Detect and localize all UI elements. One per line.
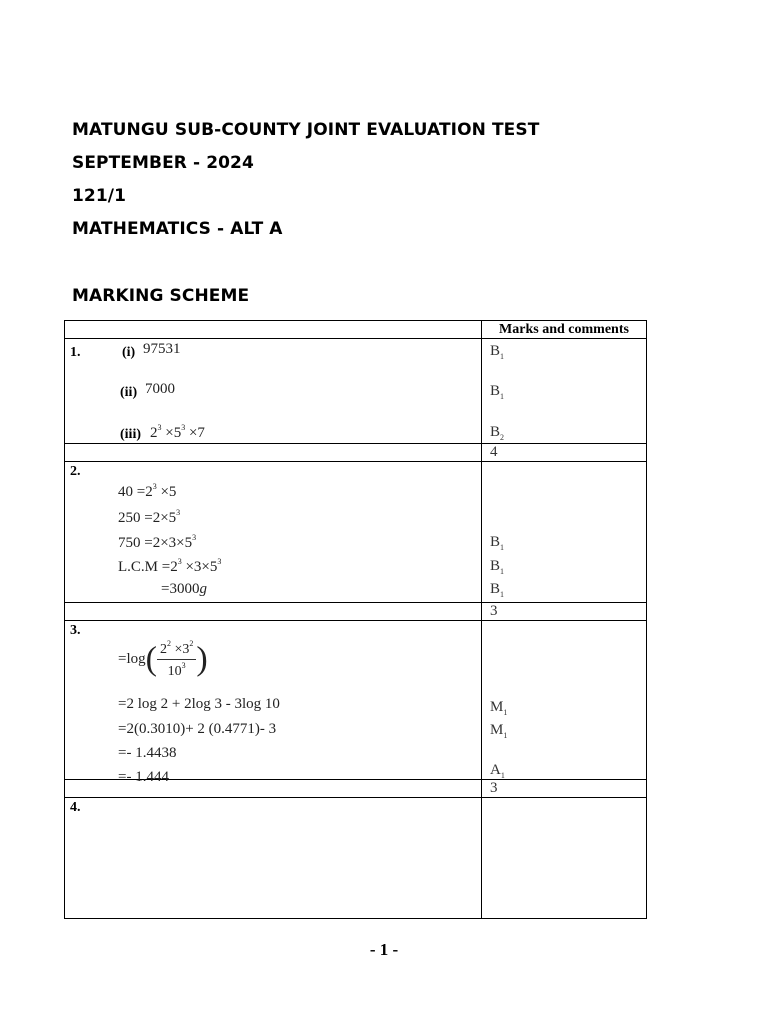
q1-mark-i: $B_1$	[489, 343, 504, 361]
q2-line-5: =3000g	[161, 581, 207, 597]
question-1-working	[65, 339, 482, 444]
question-1-number: 1.	[70, 345, 81, 360]
question-2-number: 2.	[70, 464, 81, 479]
q3-mark-2: $M_1$	[489, 722, 508, 740]
q3-fraction-denominator: $10^3$	[167, 661, 186, 679]
q1-part-ii-answer: 7000	[145, 381, 175, 397]
question-2-working	[65, 462, 482, 603]
q1-total-empty	[65, 444, 482, 462]
question-4-working	[65, 798, 482, 919]
q3-line-5: =- 1.444	[118, 769, 169, 785]
header-empty-cell	[65, 321, 482, 339]
paper-code: 121/1	[72, 186, 127, 206]
q1-mark-ii: $B_1$	[489, 383, 504, 401]
q1-total: 4	[481, 444, 646, 462]
q2-line-1: $40 =2^3 \times 5$	[118, 482, 177, 500]
q2-line-4: $L.C.M =2^3 \times 3\times 5^3$	[118, 557, 222, 575]
subject-title: MATHEMATICS - ALT A	[72, 219, 283, 239]
q2-line-3: $750 =2\times 3\times 5^3$	[118, 533, 197, 551]
q2-mark-2: $B_1$	[489, 558, 504, 576]
q1-part-ii-label: (ii)	[120, 385, 138, 400]
q3-line-3: =2(0.3010)+ 2 (0.4771)- 3	[118, 721, 277, 737]
exam-date: SEPTEMBER - 2024	[72, 153, 254, 173]
q3-mark-3: $A_1$	[489, 762, 505, 780]
question-2-marks	[481, 462, 646, 603]
q2-total-empty	[65, 603, 482, 621]
exam-title: MATUNGU SUB-COUNTY JOINT EVALUATION TEST	[72, 120, 540, 140]
question-2-row	[65, 462, 647, 603]
question-3-row	[65, 621, 647, 780]
question-1-row	[65, 339, 647, 444]
page-number: - 1 -	[369, 940, 399, 959]
question-2-total-row	[65, 603, 647, 621]
q2-line-2: $250 =2\times 5^3$	[118, 508, 181, 526]
question-3-marks	[481, 621, 646, 780]
q1-part-i-answer: 97531	[143, 341, 181, 357]
question-3-number: 3.	[70, 623, 81, 638]
right-paren: )	[196, 640, 208, 678]
q3-total: 3	[481, 780, 646, 798]
q2-total: 3	[481, 603, 646, 621]
q3-line-4: =- 1.4438	[118, 745, 177, 761]
question-1-marks	[481, 339, 646, 444]
q3-fraction-numerator: $2^2 \times 3^2$	[157, 639, 196, 660]
q1-part-i-label: (i)	[122, 345, 136, 360]
q1-mark-iii: $B_2$	[489, 424, 504, 442]
question-4-marks	[481, 798, 646, 919]
q2-mark-1: $B_1$	[489, 534, 504, 552]
question-3-working	[65, 621, 482, 785]
q1-part-iii-label: (iii)	[120, 427, 141, 442]
table-header-row	[65, 321, 647, 339]
marking-scheme-heading: MARKING SCHEME	[72, 286, 250, 306]
q3-line-2: =2 log 2 + 2log 3 - 3log 10	[118, 696, 280, 712]
marks-comments-header: Marks and comments	[481, 321, 646, 339]
q3-mark-1: $M_1$	[489, 699, 508, 717]
q2-mark-3: $B_1$	[489, 581, 504, 599]
question-4-number: 4.	[70, 800, 81, 815]
question-4-row	[65, 798, 647, 919]
q3-fraction	[157, 639, 196, 680]
left-paren: (	[145, 640, 157, 678]
question-1-total-row	[65, 444, 647, 462]
q1-part-iii-answer: $2^3 \times 5^3 \times 7$	[150, 423, 205, 441]
q3-line-1: =log( $\frac{2^2 \times 3^2}{10^3}$ )	[118, 639, 208, 679]
marking-scheme-table	[64, 320, 647, 919]
